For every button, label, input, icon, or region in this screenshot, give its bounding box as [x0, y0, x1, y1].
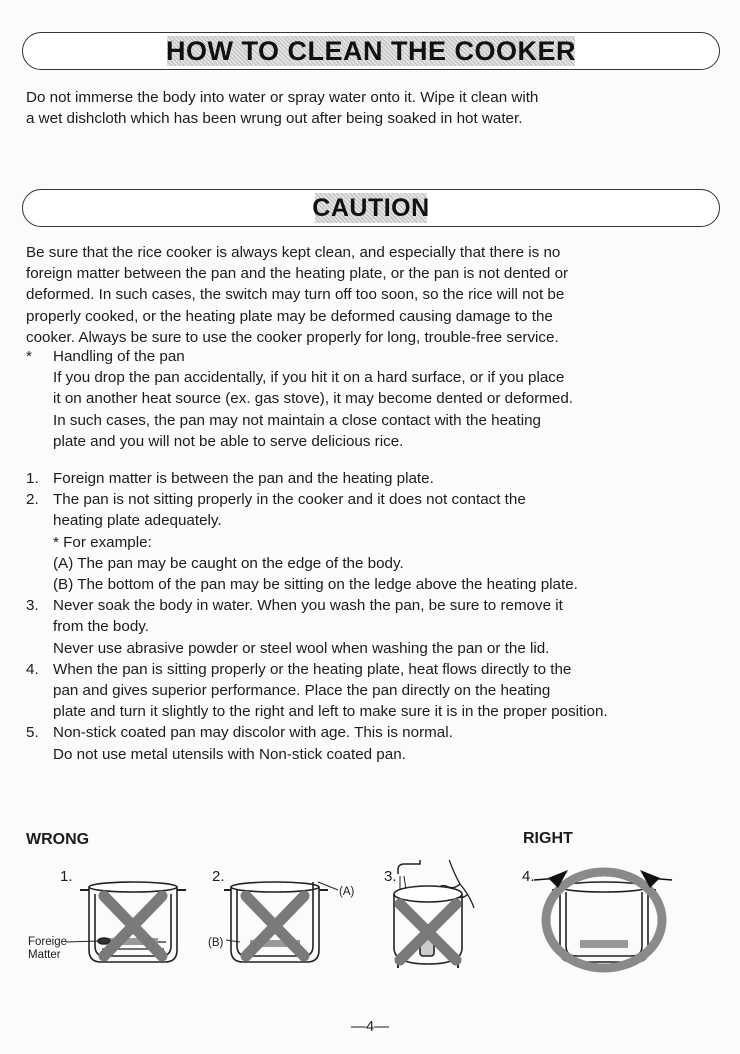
figure-2-number: 2. [212, 868, 225, 885]
list-line: (A) The pan may be caught on the edge of the body. [53, 554, 404, 572]
figure-3-number: 3. [384, 868, 397, 885]
figure-2-label-a: (A) [339, 886, 355, 898]
right-label: RIGHT [523, 830, 573, 847]
list-line: Never soak the body in water. When you wash the pan, be sure to remove it [53, 597, 563, 615]
caution-line: deformed. In such cases, the switch may turn off too soon, so the rice will not be [26, 286, 565, 304]
figure-2-label-b: (B) [208, 937, 224, 949]
foreign-matter-label-line: Foreige [28, 936, 67, 948]
list-line: heating plate adequately. [53, 512, 222, 530]
list-item [26, 595, 608, 659]
clean-line: a wet dishcloth which has been wrung out after being soaked in hot water. [26, 110, 523, 128]
list-line: The pan is not sitting properly in the cooker and it does not contact the [53, 491, 526, 509]
wrong-label: WRONG [26, 831, 90, 848]
clean-instructions [26, 87, 538, 129]
foreign-matter-label-line: Matter [28, 949, 61, 961]
list-item [26, 722, 608, 764]
list-item [26, 489, 608, 595]
handling-section [26, 346, 573, 452]
figure-4-pan [552, 882, 656, 962]
list-line: * For example: [53, 533, 152, 551]
list-line: pan and gives superior performance. Place the pan directly on the heating [53, 682, 551, 700]
list-number: 3. [26, 597, 39, 615]
list-number: 2. [26, 491, 39, 509]
handling-line: it on another heat source (ex. gas stove), it may become dented or deformed. [53, 390, 574, 408]
caution-paragraph [26, 242, 568, 348]
list-number: 4. [26, 660, 39, 678]
handling-line: plate and you will not be able to serve delicious rice. [53, 432, 404, 450]
list-line: plate and turn it slightly to the right and left to make sure it is in the proper position. [53, 703, 608, 721]
caution-title: CAUTION [312, 194, 430, 222]
figure-1-number: 1. [60, 868, 73, 885]
list-item [26, 659, 608, 723]
clean-title: HOW TO CLEAN THE COOKER [165, 36, 576, 66]
list-line: When the pan is sitting properly or the heating plate, heat flows directly to the [53, 660, 572, 678]
list-line: Non-stick coated pan may discolor with age. This is normal. [53, 724, 453, 742]
clean-line: Do not immerse the body into water or spray water onto it. Wipe it clean with [26, 89, 539, 106]
faucet-icon [398, 860, 420, 890]
caution-line: foreign matter between the pan and the heating plate, or the pan is not dented or [26, 265, 569, 283]
cross-mark-icon [104, 896, 162, 956]
list-item [26, 468, 608, 489]
handling-line: In such cases, the pan may not maintain a close contact with the heating [53, 411, 541, 429]
list-line: Do not use metal utensils with Non-stick coated pan. [53, 745, 406, 763]
figure-4-number: 4. [522, 868, 535, 885]
caution-banner [22, 189, 720, 227]
handling-heading-line [26, 346, 573, 367]
caution-line: Be sure that the rice cooker is always kept clean, and especially that there is no [26, 244, 561, 261]
list-number: 5. [26, 724, 39, 742]
list-line: (B) The bottom of the pan may be sitting on the ledge above the heating plate. [53, 576, 578, 594]
list-line: Foreign matter is between the pan and the heating plate. [53, 470, 434, 487]
caution-line: properly cooked, or the heating plate may be deformed causing damage to the [26, 307, 553, 325]
cleaning-figures [0, 860, 740, 990]
list-line: from the body. [53, 618, 149, 636]
causes-list [26, 468, 608, 765]
bullet-mark: * [26, 348, 32, 365]
caution-line: cooker. Always be sure to use the cooker properly for long, trouble-free service. [26, 328, 559, 346]
page-number: —4— [350, 1018, 390, 1035]
list-number: 1. [26, 470, 39, 487]
clean-banner [22, 32, 720, 70]
list-line: Never use abrasive powder or steel wool when washing the pan or the lid. [53, 639, 550, 657]
handling-line: If you drop the pan accidentally, if you hit it on a hard surface, or if you place [53, 369, 565, 387]
handling-heading: Handling of the pan [53, 348, 185, 365]
